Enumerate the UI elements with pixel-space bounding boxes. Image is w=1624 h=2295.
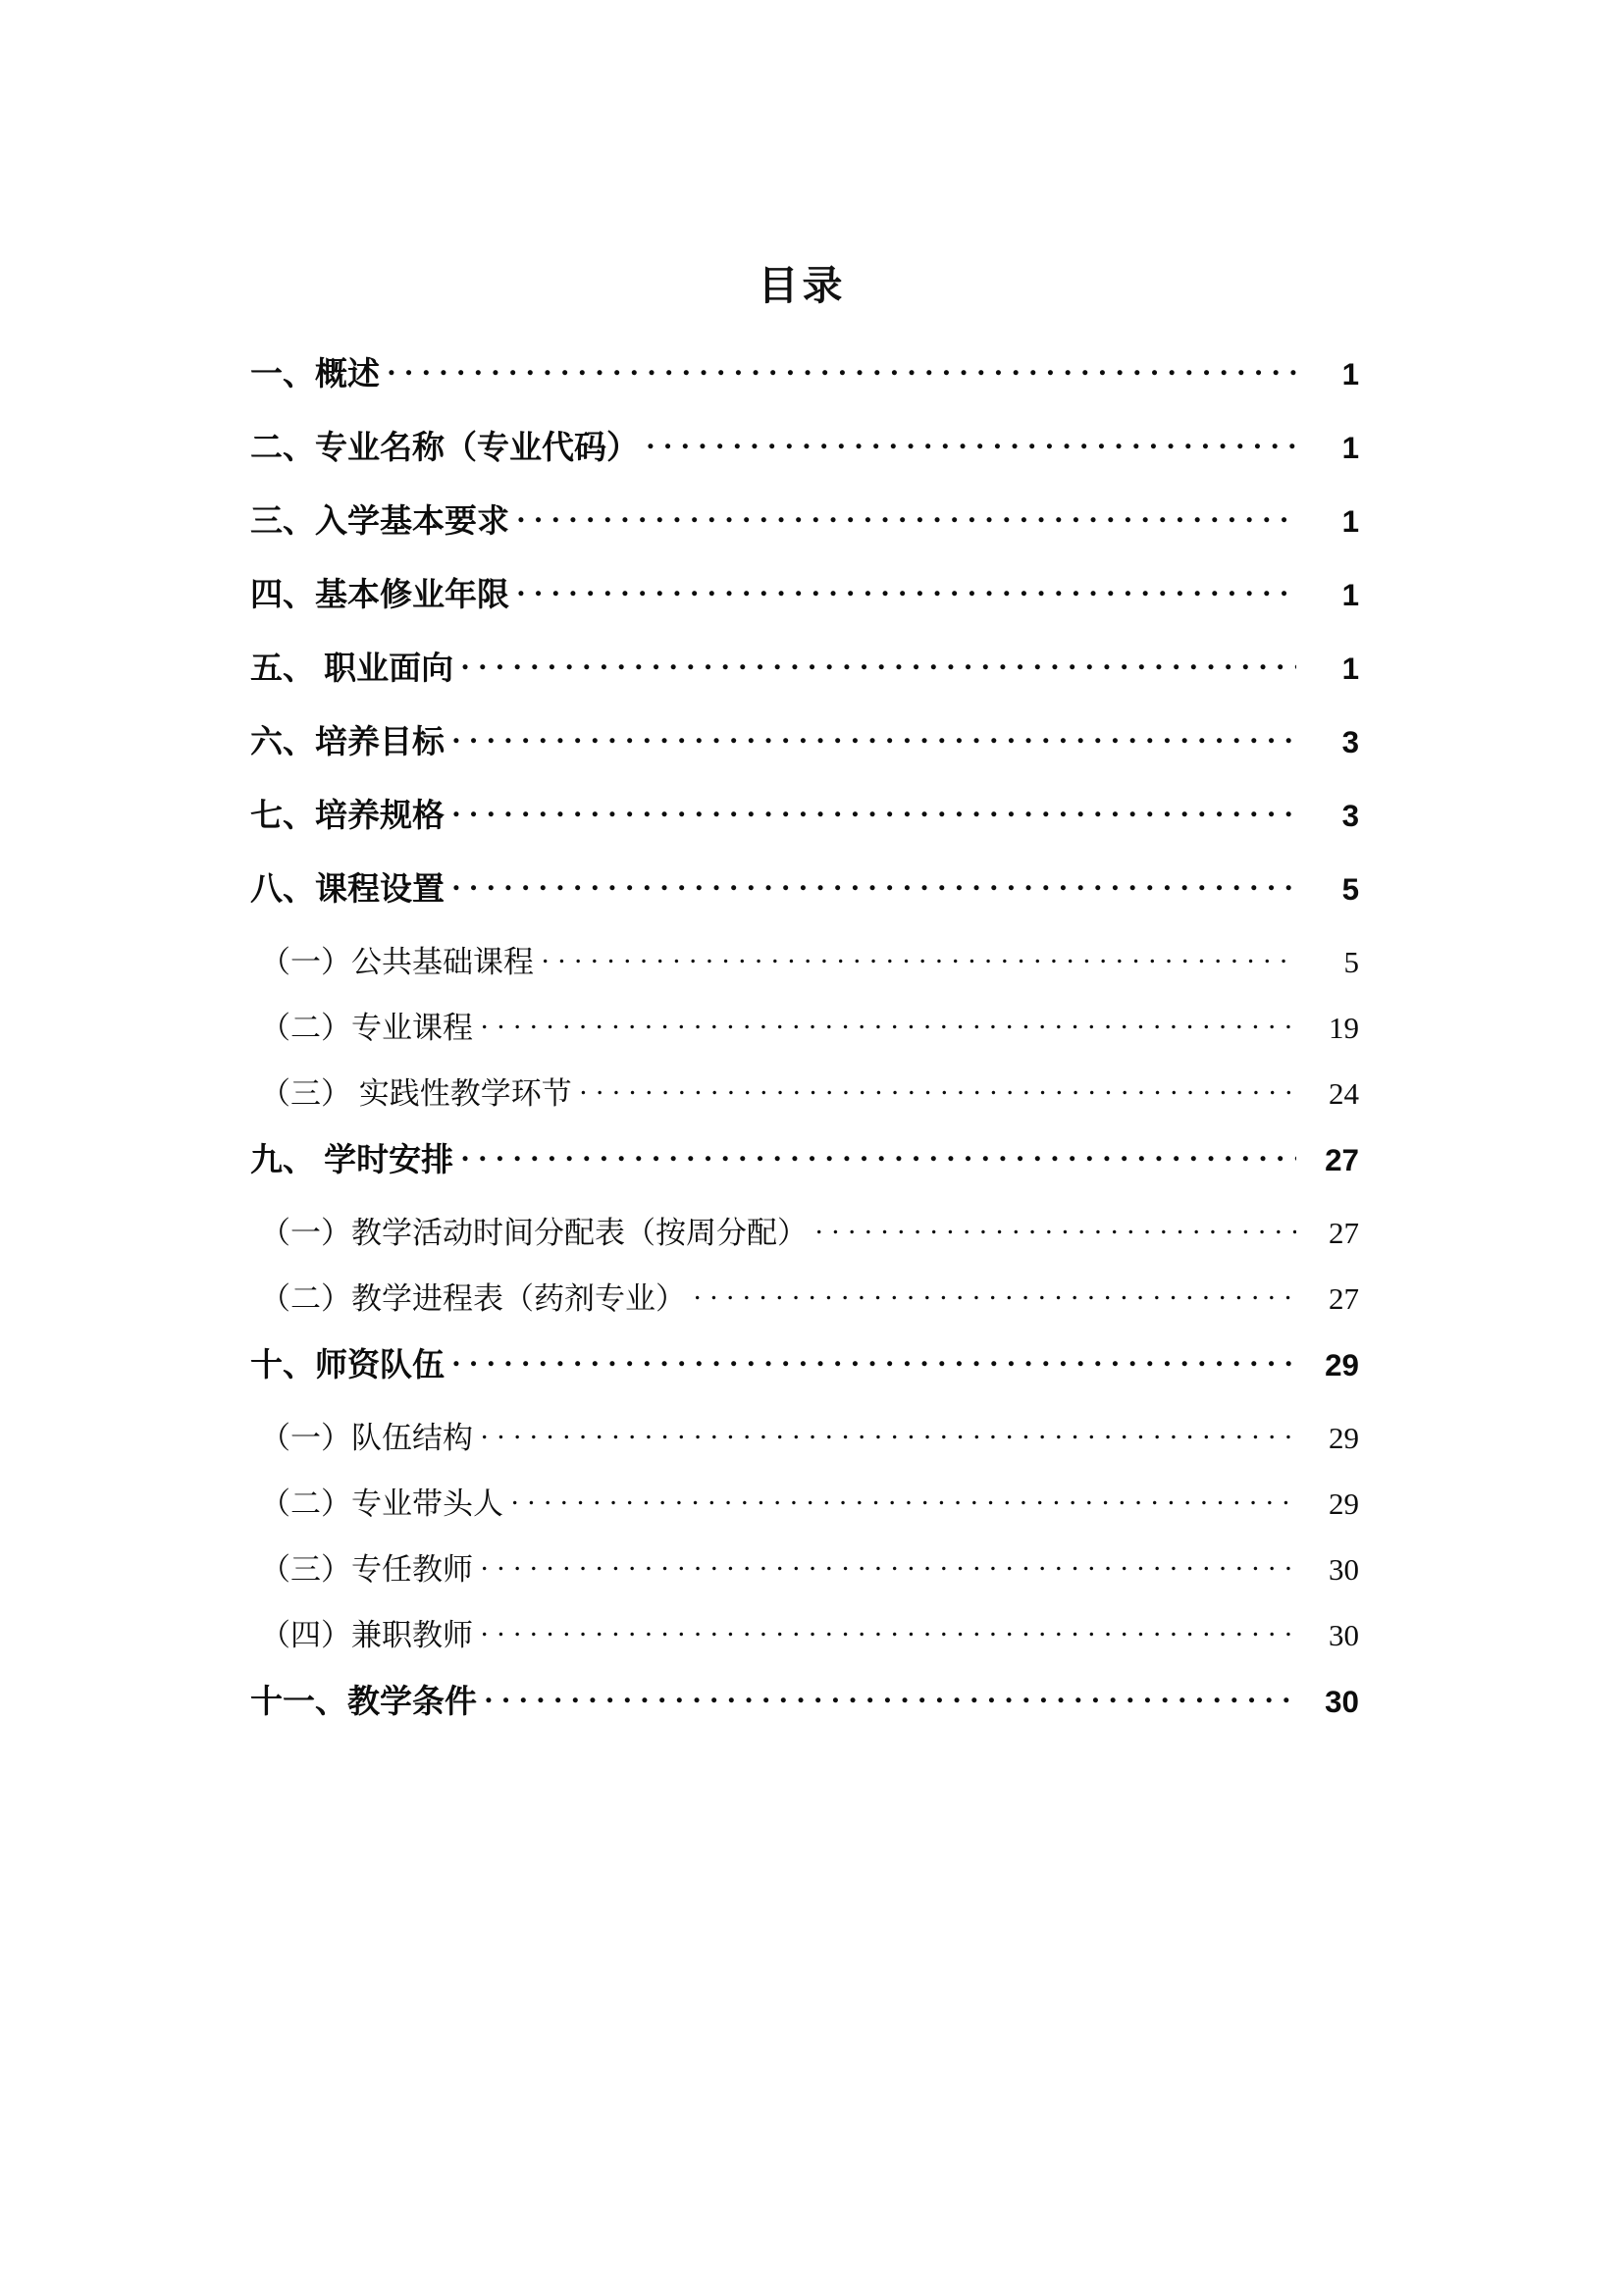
toc-page-number: 1 [1341, 652, 1359, 686]
toc-leader-dots [481, 1549, 1296, 1580]
toc-entry-label: （一）队伍结构 [260, 1421, 473, 1455]
table-of-contents [0, 348, 1624, 1749]
toc-entry-label: 五、 职业面向 [250, 650, 454, 686]
toc-page-number: 1 [1341, 578, 1359, 612]
toc-entry-label: 八、课程设置 [250, 870, 445, 907]
toc-leader-dots [461, 1138, 1296, 1171]
toc-entry[interactable] [0, 790, 1624, 863]
toc-entry[interactable] [0, 348, 1624, 422]
toc-page-number: 1 [1341, 504, 1359, 539]
toc-leader-dots [388, 352, 1296, 385]
toc-entry-label: 十一、教学条件 [250, 1683, 477, 1719]
toc-leader-dots [452, 867, 1296, 900]
toc-leader-dots [485, 1680, 1296, 1712]
toc-leader-dots [815, 1213, 1296, 1243]
toc-page-number: 24 [1329, 1076, 1359, 1111]
toc-entry[interactable] [0, 1274, 1624, 1339]
toc-entry-label: （三） 实践性教学环节 [260, 1076, 572, 1111]
toc-entry-label: 一、概述 [250, 355, 380, 391]
toc-leader-dots [481, 1008, 1296, 1038]
toc-entry[interactable] [0, 1003, 1624, 1069]
toc-entry-label: 七、培养规格 [250, 797, 445, 833]
toc-page-number: 30 [1329, 1618, 1359, 1652]
toc-entry[interactable] [0, 1610, 1624, 1676]
toc-entry-label: 六、培养目标 [250, 723, 445, 759]
toc-leader-dots [452, 720, 1296, 753]
toc-entry[interactable] [0, 1339, 1624, 1413]
toc-entry[interactable] [0, 496, 1624, 569]
toc-page-number: 3 [1341, 799, 1359, 833]
toc-entry[interactable] [0, 1208, 1624, 1274]
toc-entry[interactable] [0, 643, 1624, 716]
toc-page-number: 19 [1329, 1011, 1359, 1045]
toc-entry-label: 九、 学时安排 [250, 1141, 454, 1177]
toc-page-number: 27 [1325, 1143, 1359, 1177]
toc-entry[interactable] [0, 1134, 1624, 1208]
toc-leader-dots [452, 794, 1296, 826]
toc-entry-label: 二、专业名称（专业代码） [250, 429, 639, 465]
toc-leader-dots [542, 942, 1296, 972]
toc-page-number: 3 [1341, 725, 1359, 759]
toc-leader-dots [461, 647, 1296, 679]
toc-entry-label: 三、入学基本要求 [250, 502, 509, 539]
toc-page-number: 29 [1325, 1348, 1359, 1382]
toc-entry-label: （三）专任教师 [260, 1552, 473, 1587]
toc-page-number: 5 [1343, 945, 1359, 979]
toc-page-number: 30 [1329, 1552, 1359, 1587]
toc-leader-dots [481, 1615, 1296, 1645]
toc-entry[interactable] [0, 1676, 1624, 1749]
toc-page-number: 1 [1341, 431, 1359, 465]
toc-leader-dots [511, 1484, 1296, 1514]
toc-entry[interactable] [0, 937, 1624, 1003]
toc-entry-label: （四）兼职教师 [260, 1618, 473, 1652]
toc-leader-dots [481, 1418, 1296, 1448]
toc-entry-label: （二）专业课程 [260, 1011, 473, 1045]
toc-leader-dots [647, 426, 1296, 458]
toc-entry-label: 四、基本修业年限 [250, 576, 509, 612]
toc-page-number: 29 [1329, 1421, 1359, 1455]
toc-entry[interactable] [0, 1413, 1624, 1479]
toc-page-number: 27 [1329, 1281, 1359, 1316]
toc-entry-label: 十、师资队伍 [250, 1346, 445, 1382]
toc-page-number: 1 [1341, 357, 1359, 391]
toc-leader-dots [694, 1278, 1296, 1309]
toc-leader-dots [452, 1343, 1296, 1376]
page-title: 目录 [758, 263, 847, 308]
toc-entry[interactable] [0, 863, 1624, 937]
toc-entry-label: （二）专业带头人 [260, 1487, 503, 1521]
toc-entry[interactable] [0, 422, 1624, 496]
toc-entry[interactable] [0, 716, 1624, 790]
toc-leader-dots [517, 573, 1296, 605]
toc-page-number: 5 [1341, 872, 1359, 907]
toc-entry[interactable] [0, 1479, 1624, 1544]
toc-entry-label: （二）教学进程表（药剂专业） [260, 1281, 686, 1316]
toc-entry[interactable] [0, 569, 1624, 643]
toc-leader-dots [580, 1073, 1296, 1104]
toc-page-number: 30 [1325, 1685, 1359, 1719]
toc-page-number: 27 [1329, 1216, 1359, 1250]
toc-leader-dots [517, 499, 1296, 532]
toc-entry[interactable] [0, 1069, 1624, 1134]
toc-entry-label: （一）教学活动时间分配表（按周分配） [260, 1216, 808, 1250]
toc-entry[interactable] [0, 1544, 1624, 1610]
toc-page-number: 29 [1329, 1487, 1359, 1521]
toc-entry-label: （一）公共基础课程 [260, 945, 534, 979]
